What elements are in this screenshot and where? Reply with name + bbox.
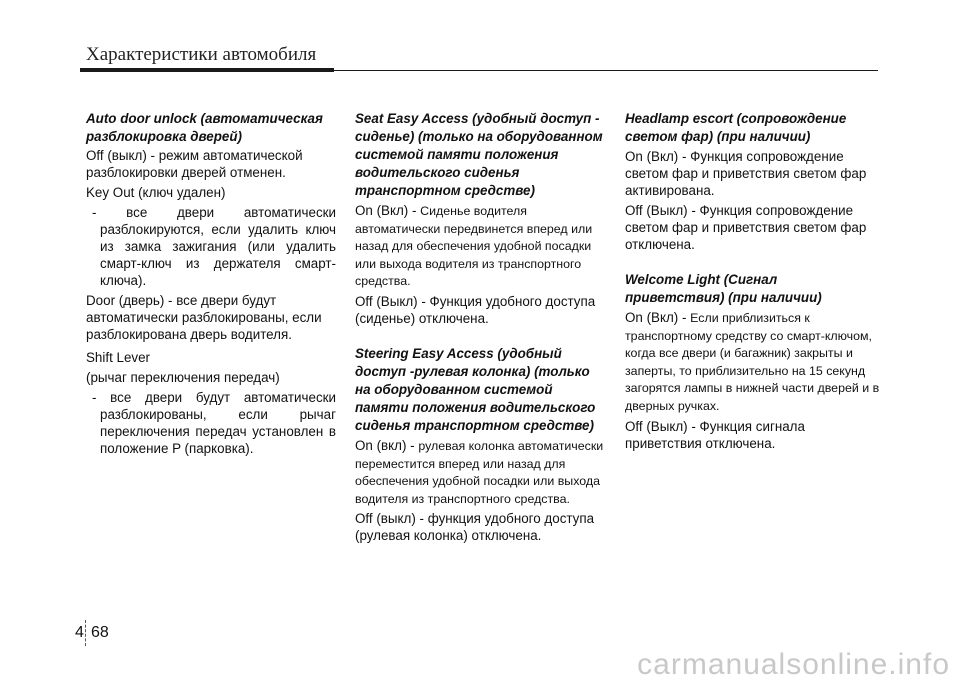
page-number: 68 [91,624,109,641]
welcome-off-item [625,418,880,452]
section-title: Характеристики автомобиля [86,44,317,65]
headlamp-on-desc: Функция сопровождение светом фар и приветствия светом фар активирована. [625,149,867,198]
seat-on-term: On (Вкл) - [355,203,421,218]
shift-lever-label: Shift Lever [86,350,151,365]
steering-off-item [355,510,605,544]
seat-off-item [355,293,605,327]
seat-off-desc: Функция удобного доступа (сиденье) отключена. [355,293,596,326]
shift-lever-desc: - все двери будут автоматически разблокированы, если рычаг переключения передач установлен в положение P (парковка). [92,390,336,456]
seat-on-item [355,202,605,290]
steering-easy-access-heading: Steering Easy Access (удобный доступ -рулевая колонка) (только на оборудованном системой памяти положения водительского сиденья транспортном средстве) [355,345,596,433]
column-lighting [625,110,880,452]
key-out-desc: - все двери автоматически разблокируются, если удалить ключ из замка зажигания (или удалить смарт-ключ из держателя смарт-ключа). [92,205,336,288]
welcome-on-item [625,309,880,415]
section-gap [625,253,880,271]
door-term: Door (дверь) - [86,293,177,308]
steering-on-item [355,437,605,507]
column-auto-door-unlock [86,110,336,457]
header-rule-thin [334,70,878,71]
headlamp-off-term: Off (Выкл) - [625,203,700,218]
welcome-light-heading: Welcome Light (Сигнал приветствия) (при наличии) [625,272,822,305]
door-desc: все двери будут автоматически разблокированы, если разблокирована дверь водителя. [86,293,322,342]
auto-door-off-item [86,147,336,181]
steering-off-desc: функция удобного доступа (рулевая колонка) отключена. [355,511,595,544]
headlamp-off-desc: Функция сопровождение светом фар и приветствия светом фар отключена. [625,203,867,252]
seat-off-term: Off (Выкл) - [355,293,430,309]
steering-on-term: On (вкл) - [355,437,419,453]
steering-off-term: Off (выкл) - [355,511,428,527]
welcome-off-desc: Функция сигнала приветствия отключена. [625,418,805,451]
chapter-number: 4 [75,624,84,641]
auto-door-off-term: Off (выкл) - [86,148,159,163]
welcome-on-term: On (Вкл) - [625,310,691,325]
seat-on-desc: Сиденье водителя автоматически передвинется вперед или назад для обеспечения удобной посадки или выхода водителя из транспортного средства. [355,204,593,289]
watermark-text: carmanualsonline.info [637,648,950,681]
page-number-divider [85,620,86,646]
key-out-label: Key Out (ключ удален) [86,185,226,200]
headlamp-escort-heading: Headlamp escort (сопровождение светом фар) (при наличии) [625,111,847,144]
auto-door-off-desc: режим автоматической разблокировки дверей отменен. [86,148,303,180]
headlamp-off-item [625,202,880,253]
column-easy-access [355,110,605,544]
headlamp-on-item [625,148,880,199]
steering-on-desc: рулевая колонка автоматически переместится вперед или назад для обеспечения удобной посадки или выхода водителя из транспортного средства. [355,438,604,506]
header-rule-thick [80,68,334,72]
section-gap [355,327,605,345]
headlamp-on-term: On (Вкл) - [625,149,691,164]
auto-door-unlock-heading: Auto door unlock (автоматическая разблокировка дверей) [86,111,323,144]
shift-lever-sub: (рычаг переключения передач) [86,370,280,385]
welcome-off-term: Off (Выкл) - [625,418,700,434]
welcome-on-desc: Если приблизиться к транспортному средству со смарт-ключом, когда все двери (и багажник) закрыты и заперты, то приблизительно на 15 секунд загорятся лампы в нижней части дверей и в дверных ручках. [625,311,880,413]
door-item [86,292,336,343]
seat-easy-access-heading: Seat Easy Access (удобный доступ - сиденье) (только на оборудованном системой памяти положения водительского сиденья транспортном средстве) [355,111,603,198]
